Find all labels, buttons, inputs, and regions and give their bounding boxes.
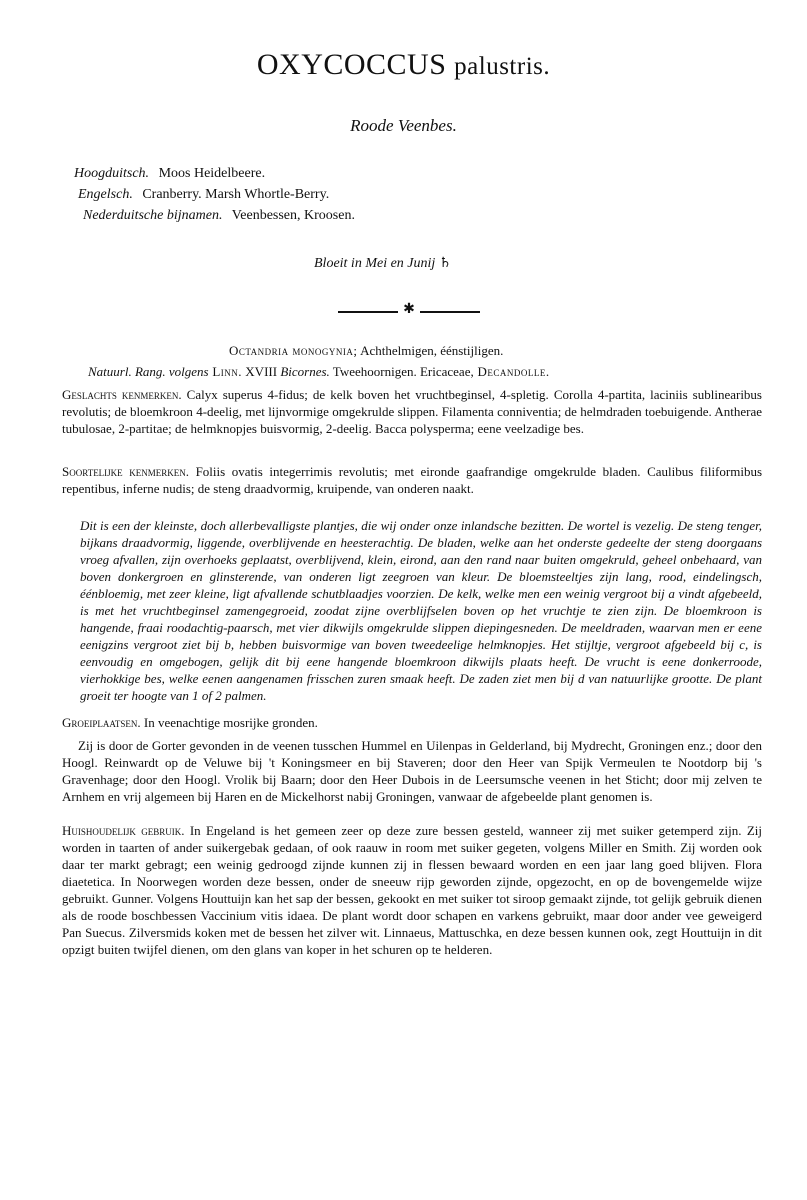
habitat-locations: Zij is door de Gorter gevonden in de veenen tusschen Hummel en Uilenpas in Gelderland, bij Mydrecht, Groningen enz.; door den Hoogl. Reinwardt op de Veluwe bij 't Koningsmeer en bij Staveren; door den Heer van Spijk Vermeulen te Nootdorp bij 's Gravenhage; door den Hoogl. Vrolik bij Baarn; door den Heer Dubois in de Leersumsche veenen in het Sticht; door mij zelven te Arnhem en vrij algemeen bij Haren en de Mickelhorst nabij Groningen, vanwaar de afgebeelde plant genomen is. <box>62 738 762 804</box>
household-label: Huishoudelijk gebruik. <box>62 823 185 838</box>
bloom-period: Bloeit in Mei en Junij ♄ <box>314 256 452 271</box>
title-species: palustris. <box>454 53 551 80</box>
genus-label: Geslachts kenmerken. <box>62 387 182 402</box>
vernacular-names <box>74 163 355 226</box>
name-row <box>74 163 355 184</box>
genus-text: Calyx superus 4-fidus; de kelk boven het vruchtbeginsel, 4-spletig. Corolla 4-partita, laciniis sublinearibus revolutis; de bloemkroon 4-deelig, met lijnvormige omgekrulde slippen. Filamenta conniventia; de helmdraden toebuigende. Antherae tubulosae, 2-partitae; de helmknopjes buisvormig, 2-deelig. Bacca polysperma; eene veelzadige bes. <box>62 387 762 436</box>
habitat-heading <box>62 714 762 731</box>
name-value: Veenbessen, Kroosen. <box>231 208 355 223</box>
divider-line-right <box>420 311 480 313</box>
plant-description: Dit is een der kleinste, doch allerbevalligste plantjes, die wij onder onze inlandsche bezitten. De wortel is vezelig. De steng tenger, bijkans draadvormig, liggende, overblijvende en heesterachtig. De bladen, welke aan het onderste gedeelte der steng doorgaans vroeg afvallen, zijn overhoeks geplaatst, overblijvend, klein, eirond, aan den rand naar buiten omgekruld, geheel onbehaard, van boven donkergroen en glinsterende, van onderen ligt zeegroen van kleur. De bloemsteeltjes zijn lang, rood, eindelingsch, éénbloemig, met zeer kleine, ligt afvallende schutblaadjes voorzien. De kelk, welke men een weinig vergroot bij a vindt afgebeeld, is met het vruchtbeginsel zamengegroeid, zoodat zijne overblijfselen boven op het vruchtje te zien zijn. De bloemkroon is hangende, fraai roodachtig-paarsch, met vier dikwijls omgekrulde slippen diepingesneden. De meeldraden, waarvan men er eene eenigzins vergroot ziet bij b, hebben buisvormige van boven tweedeelige helmknopjes. Het stijltje, vergroot afgebeeld bij c, is eenvoudig en omgebogen, gelijk dit bij eene hangende bloemkroon dikwijls plaats heeft. De vrucht is eene donkerroode, vierhokkige bes, welke eenen aangenamen frisschen zuren smaak heeft. De zaden ziet men bij d van natuurlijke grootte. De plant groeit ter hoogte van 1 of 2 palmen. <box>80 518 762 703</box>
name-row <box>83 205 355 226</box>
rank-number: XVIII <box>242 364 278 379</box>
name-value: Cranberry. Marsh Whortle-Berry. <box>142 187 330 202</box>
natural-rank-line <box>88 364 550 380</box>
natural-rank-label: Natuurl. Rang. volgens <box>88 364 209 379</box>
name-row <box>78 184 355 205</box>
habitat-summary: In veenachtige mosrijke gronden. <box>140 715 318 730</box>
name-language: Nederduitsche bijnamen. <box>83 208 223 223</box>
author-decandolle: Decandolle. <box>473 364 550 379</box>
class-translation: Achthelmigen, éénstijligen. <box>357 343 504 358</box>
page-title <box>0 48 807 82</box>
species-label: Soortelijke kenmerken. <box>62 464 189 479</box>
title-genus: OXYCOCCUS <box>256 48 447 81</box>
species-text: Foliis ovatis integerrimis revolutis; met eironde gaafrandige omgekrulde bladen. Caulibus filiformibus repentibus, inferne nudis; de steng draadvormig, kruipende, van onderen naakt. <box>62 464 763 496</box>
class-system: Octandria monogynia; <box>229 343 358 358</box>
author-linn: Linn. <box>208 364 243 379</box>
page-subtitle: Roode Veenbes. <box>350 116 457 135</box>
species-characters <box>62 463 762 497</box>
name-value: Moos Heidelbeere. <box>158 166 266 181</box>
asterisk-ornament: ✱ <box>403 302 415 317</box>
rank-translation: Tweehoornigen. Ericaceae, <box>329 364 474 379</box>
classification-line <box>229 343 503 359</box>
rank-name: Bicornes. <box>277 364 330 379</box>
household-text: In Engeland is het gemeen zeer op deze zure bessen gesteld, wanneer zij met suiker getemperd zijn. Zij worden in taarten of ander suikergebak gedaan, of ook raauw in room met suiker gegeten, volgens Miller en Smith. Zij worden ook daar ter markt gebragt; een weinig gedroogd zijnde kunnen zij in flessen bewaard worden en een jaar lang goed blijven. Flora diaetetica. In Noorwegen worden deze bessen, onder de sneeuw rijp geworden zijnde, opgezocht, en op de bovengemelde wijze gebruikt. Gunner. Volgens Houttuijn kan het sap der bessen, gekookt en met suiker tot siroop gemaakt zijnde, tot gelijk gebruik dienen als de roode boschbessen Vaccinium vitis idaea. De plant wordt door schapen en varkens gebruikt, maar door ander vee geweigerd Pan Suecus. Zilversmids koken met de bessen het zilver wit. Linnaeus, Mattuschka, en deze bessen kunnen ook, zegt Houttuijn in dit opzigt buiten twijfel dienen, om den glans van koper in het schuren op te helderen. <box>62 823 762 957</box>
name-language: Engelsch. <box>78 187 133 202</box>
ornament-divider <box>338 302 480 319</box>
genus-characters <box>62 386 762 437</box>
name-language: Hoogduitsch. <box>74 166 150 181</box>
divider-line-left <box>338 311 398 313</box>
household-use <box>62 822 762 958</box>
habitat-label: Groeiplaatsen. <box>62 715 141 730</box>
